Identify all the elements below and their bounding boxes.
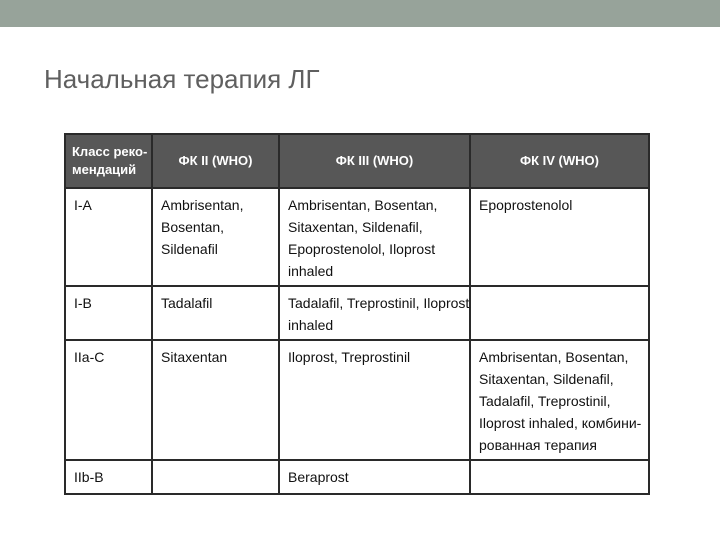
cell-text-line: Epoprostenolol, Iloprost bbox=[288, 241, 436, 257]
header-class-line: мендаций bbox=[72, 162, 137, 177]
header-fk3: ФК III (WHO) bbox=[279, 134, 470, 188]
table-row bbox=[65, 188, 649, 286]
cell-text-line: Tadalafil, Treprostinil, bbox=[479, 393, 611, 409]
cell-text-line: рованная терапия bbox=[479, 437, 597, 453]
cell-text-line: Beraprost bbox=[288, 469, 349, 485]
fk2-cell bbox=[152, 460, 279, 494]
top-decorative-band bbox=[0, 0, 720, 27]
fk3-cell bbox=[279, 460, 470, 494]
cell-text-line: Sitaxentan, Sildenafil, bbox=[288, 219, 423, 235]
table-row bbox=[65, 340, 649, 460]
header-class-line: Класс реко- bbox=[72, 144, 148, 159]
recommendation-class-cell: IIa-C bbox=[65, 340, 152, 460]
table-header-row bbox=[65, 134, 649, 188]
cell-text-line: Ambrisentan, bbox=[161, 197, 244, 213]
fk4-cell bbox=[470, 286, 649, 340]
header-fk2: ФК II (WHO) bbox=[152, 134, 279, 188]
cell-text-line: inhaled bbox=[288, 317, 334, 333]
recommendation-class-cell: I-A bbox=[65, 188, 152, 286]
cell-text-line: Ambrisentan, Bosentan, bbox=[288, 197, 438, 213]
fk3-cell bbox=[279, 286, 470, 340]
fk3-cell bbox=[279, 188, 470, 286]
cell-text-line: Sitaxentan bbox=[161, 349, 228, 365]
cell-text-line: inhaled bbox=[288, 263, 334, 279]
cell-text-line: Epoprostenolol bbox=[479, 197, 573, 213]
cell-text-line: Bosentan, bbox=[161, 219, 225, 235]
cell-text-line: Iloprost inhaled, комбини- bbox=[479, 415, 642, 431]
cell-text-line: Iloprost, Treprostinil bbox=[288, 349, 411, 365]
fk4-cell bbox=[470, 340, 649, 460]
cell-text-line: Tadalafil, Treprostinil, Iloprost bbox=[288, 295, 470, 311]
recommendation-class-cell: IIb-B bbox=[65, 460, 152, 494]
cell-text-line: Sildenafil bbox=[161, 241, 218, 257]
fk4-cell bbox=[470, 460, 649, 494]
fk2-cell bbox=[152, 286, 279, 340]
fk3-cell bbox=[279, 340, 470, 460]
cell-text-line: Tadalafil bbox=[161, 295, 213, 311]
cell-text-line: Ambrisentan, Bosentan, bbox=[479, 349, 629, 365]
slide-title: Начальная терапия ЛГ bbox=[44, 64, 320, 94]
header-recommendation-class bbox=[65, 134, 152, 188]
header-fk4: ФК IV (WHO) bbox=[470, 134, 649, 188]
table-row bbox=[65, 460, 649, 494]
fk2-cell bbox=[152, 188, 279, 286]
fk2-cell bbox=[152, 340, 279, 460]
recommendation-class-cell: I-B bbox=[65, 286, 152, 340]
therapy-table bbox=[64, 133, 650, 495]
table-row bbox=[65, 286, 649, 340]
fk4-cell bbox=[470, 188, 649, 286]
cell-text-line: Sitaxentan, Sildenafil, bbox=[479, 371, 614, 387]
